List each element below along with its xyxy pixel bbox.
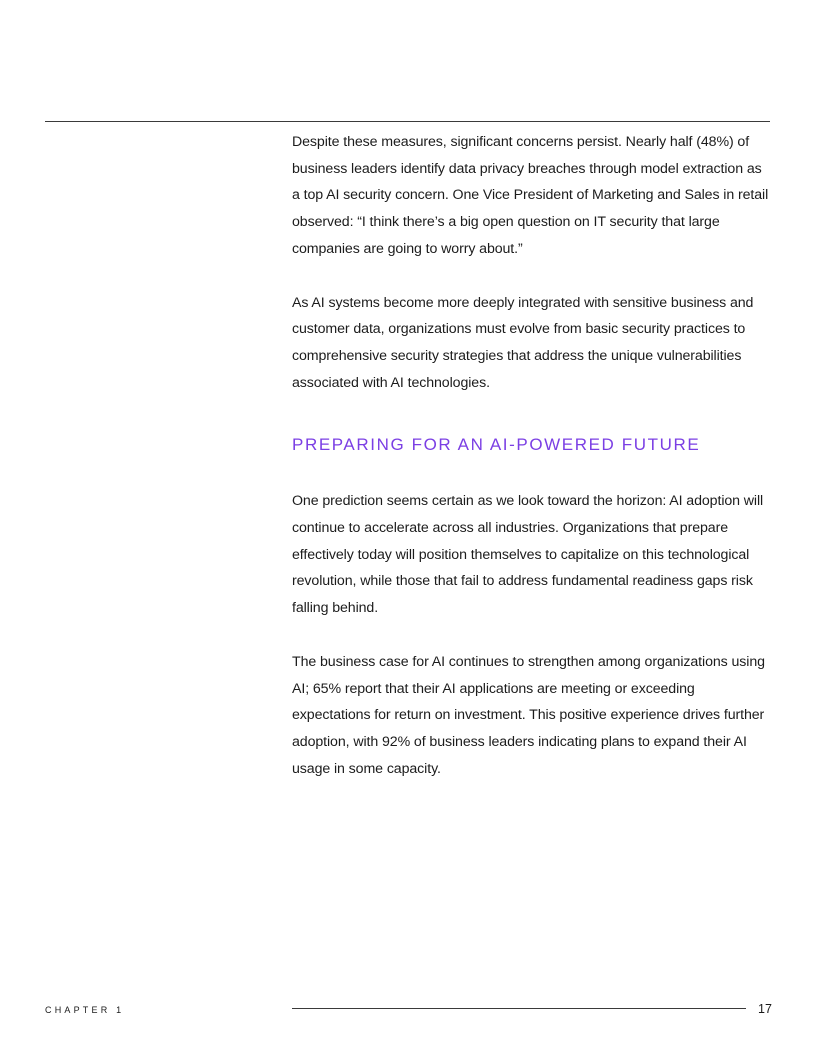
section-heading: PREPARING FOR AN AI-POWERED FUTURE <box>292 435 701 455</box>
footer-divider <box>292 1008 746 1009</box>
main-content <box>292 129 772 782</box>
chapter-label: CHAPTER 1 <box>45 1005 125 1015</box>
body-paragraph-2: As AI systems become more deeply integrated with sensitive business and customer data, organizations must evolve from basic security practices to comprehensive security strategies that address the unique vulnerabilities associated with AI technologies. <box>292 294 754 391</box>
page-number: 17 <box>758 1002 772 1016</box>
header-divider <box>45 121 770 122</box>
body-paragraph-3: One prediction seems certain as we look toward the horizon: AI adoption will continue to accelerate across all industries. Organizations that prepare effectively today will position themselves to capitalize on this technological revolution, while those that fail to address fundamental readiness gaps risk falling behind. <box>292 493 764 617</box>
body-paragraph-1: Despite these measures, significant concerns persist. Nearly half (48%) of business leaders identify data privacy breaches through model extraction as a top AI security concern. One Vice President of Marketing and Sales in retail observed: “I think there’s a big open question on IT security that large companies are going to worry about.” <box>292 134 769 257</box>
body-paragraph-4: The business case for AI continues to strengthen among organizations using AI; 65% report that their AI applications are meeting or exceeding expectations for return on investment. This positive experience drives further adoption, with 92% of business leaders indicating plans to expand their AI usage in some capacity. <box>292 653 765 777</box>
